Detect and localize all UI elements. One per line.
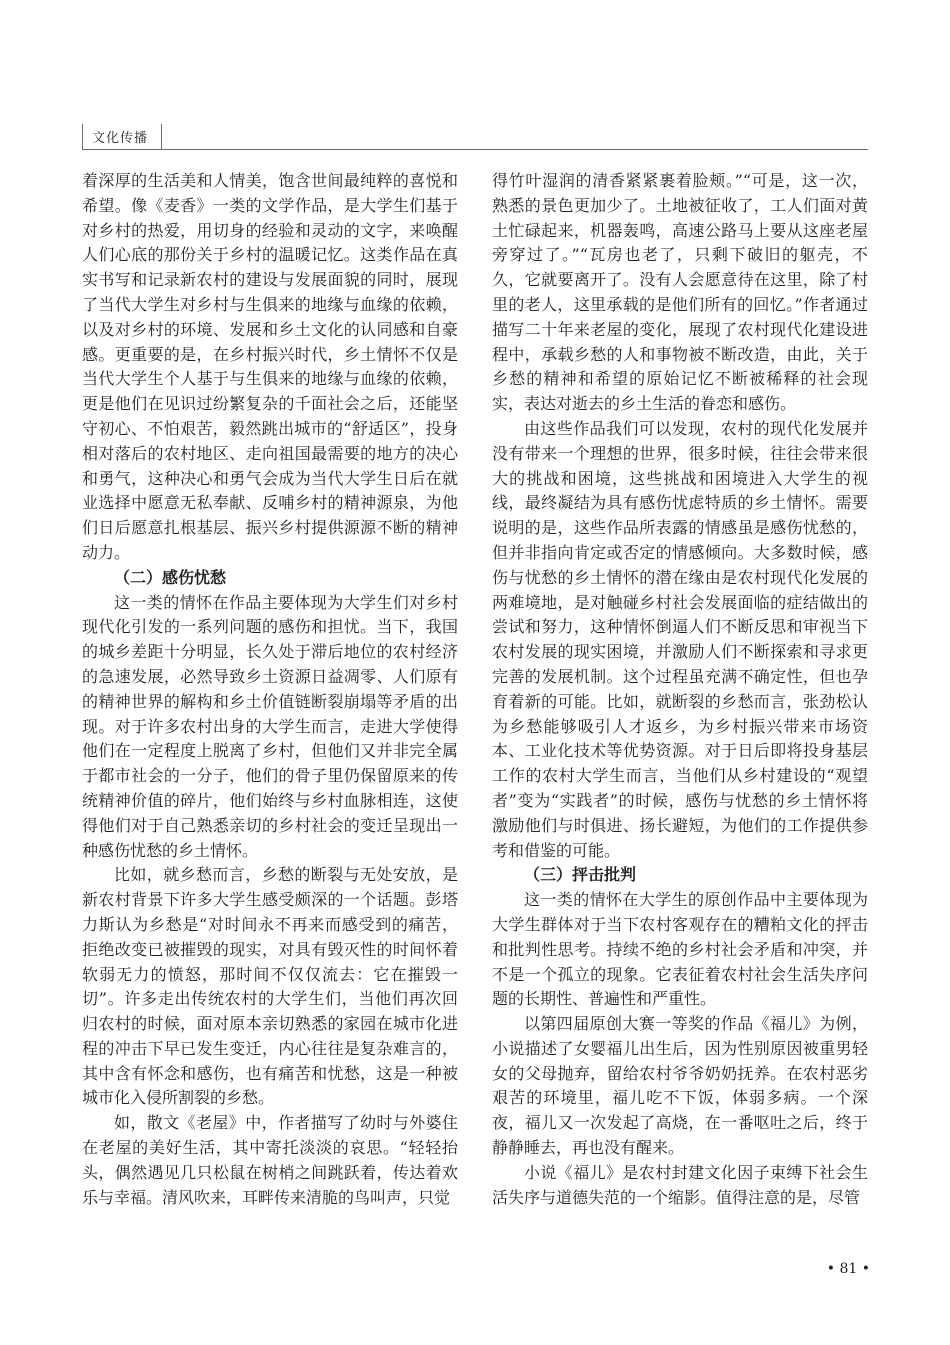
- right-column: [492, 169, 868, 1210]
- page-number: • 81 •: [826, 1261, 870, 1277]
- paragraph: 着深厚的生活美和人情美，饱含世间最纯粹的喜悦和希望。像《麦香》一类的文学作品，是大学生们基于对乡村的热爱，用切身的经验和灵动的文字，来唤醒人们心底的那份关于乡村的温暖记忆。这类作品在真实书写和记录新农村的建设与发展面貌的同时，展现了当代大学生对乡村与生俱来的地缘与血缘的依赖，以及对乡村的环境、发展和乡土文化的认同感和自豪感。更重要的是，在乡村振兴时代，乡土情怀不仅是当代大学生个人基于与生俱来的地缘与血缘的依赖，更是他们在见识过纷繁复杂的千面社会之后，还能坚守初心、不怕艰苦，毅然跳出城市的“舒适区”，投身相对落后的农村地区、走向祖国最需要的地方的决心和勇气，这种决心和勇气会成为当代大学生日后在就业选择中愿意无私奉献、反哺乡村的精神源泉，为他们日后愿意扎根基层、振兴乡村提供源源不断的精神动力。: [82, 171, 458, 562]
- paragraph: 得竹叶湿润的清香紧紧裹着脸颊。”“可是，这一次，熟悉的景色更加少了。土地被征收了，工人们面对黄土忙碌起来，机器轰鸣，高速公路马上要从这座老屋旁穿过了。”“瓦房也老了，只剩下破旧的躯壳，不久，它就要离开了。没有人会愿意待在这里，除了村里的老人，这里承载的是他们所有的回忆。”作者通过描写二十年来老屋的变化，展现了农村现代化建设进程中，承载乡愁的人和事物被不断改造，由此，关于乡愁的精神和希望的原始记忆不断被稀释的社会现实，表达对逝去的乡土生活的眷恋和感伤。: [492, 171, 868, 414]
- paragraph: 这一类的情怀在大学生的原创作品中主要体现为大学生群体对于当下农村客观存在的糟粕文化的抨击和批判性思考。持续不绝的乡村社会矛盾和冲突，并不是一个孤立的现象。它表征着农村社会生活失序问题的长期性、普遍性和严重性。: [492, 890, 868, 1009]
- paragraph: 比如，就乡愁而言，乡愁的断裂与无处安放，是新农村背景下许多大学生感受颇深的一个话题。彭塔力斯认为乡愁是“对时间永不再来而感受到的痛苦，拒绝改变已被摧毁的现实，对具有毁灭性的时间怀着软弱无力的愤怒，那时间不仅仅流去：它在摧毁一切”。许多走出传统农村的大学生们，当他们再次回归农村的时候，面对原本亲切熟悉的家园在城市化进程的冲击下早已发生变迁，内心往往是复杂难言的，其中含有怀念和感伤，也有痛苦和忧愁，这是一种被城市化入侵所割裂的乡愁。: [82, 865, 458, 1108]
- header-divider: [82, 149, 868, 150]
- paragraph: 由这些作品我们可以发现，农村的现代化发展并没有带来一个理想的世界，很多时候，往往会带来很大的挑战和困境，这些挑战和困境进入大学生的视线，最终凝结为具有感伤忧虑特质的乡土情怀。需要说明的是，这些作品所表露的情感虽是感伤忧愁的，但并非指向肯定或否定的情感倾向。大多数时候，感伤与忧愁的乡土情怀的潜在缘由是农村现代化发展的两难境地，是对触碰乡村社会发展面临的症结做出的尝试和努力，这种情怀倒逼人们不断反思和审视当下农村发展的现实困境，并激励人们不断探索和寻求更完善的发展机制。这个过程虽充满不确定性，但也孕育着新的可能。比如，就断裂的乡愁而言，张劲松认为乡愁能够吸引人才返乡，为乡村振兴带来市场资本、工业化技术等优势资源。对于日后即将投身基层工作的农村大学生而言，当他们从乡村建设的“观望者”变为“实践者”的时候，感伤与忧愁的乡土情怀将激励他们与时俱进、扬长避短，为他们的工作提供参考和借鉴的可能。: [492, 418, 868, 860]
- paragraph: 这一类的情怀在作品主要体现为大学生们对乡村现代化引发的一系列问题的感伤和担忧。当下，我国的城乡差距十分明显，长久处于滞后地位的农村经济的急速发展，必然导致乡土资源日益凋零、人们原有的精神世界的解构和乡土价值链断裂崩塌等矛盾的出现。对于许多农村出身的大学生而言，走进大学使得他们在一定程度上脱离了乡村，但他们又并非完全属于都市社会的一分子，他们的骨子里仍保留原来的传统精神价值的碎片，他们始终与乡村血脉相连，这使得他们对于自己熟悉亲切的乡村社会的变迁呈现出一种感伤忧愁的乡土情怀。: [82, 592, 458, 860]
- section-heading: （二）感伤忧愁: [114, 567, 227, 587]
- paragraph: 小说《福儿》是农村封建文化因子束缚下社会生活失序与道德失范的一个缩影。值得注意的是，尽管: [492, 1162, 868, 1207]
- section-heading: （三）抨击批判: [524, 865, 637, 885]
- left-column: [82, 169, 458, 1210]
- paragraph: 如，散文《老屋》中，作者描写了幼时与外婆住在老屋的美好生活，其中寄托淡淡的哀思。“轻轻抬头，偶然遇见几只松鼠在树梢之间跳跃着，传达着欢乐与幸福。清风吹来，耳畔传来清脆的鸟叫声，只觉: [82, 1113, 458, 1207]
- paragraph: 以第四届原创大赛一等奖的作品《福儿》为例，小说描述了女婴福儿出生后，因为性别原因被重男轻女的父母抛弃，留给农村爷爷奶奶抚养。在农村恶劣艰苦的环境里，福儿吃不下饭，体弱多病。一个深夜，福儿又一次发起了高烧，在一番呕吐之后，终于静静睡去，再也没有醒来。: [492, 1014, 868, 1158]
- section-header: 文化传播: [92, 130, 149, 146]
